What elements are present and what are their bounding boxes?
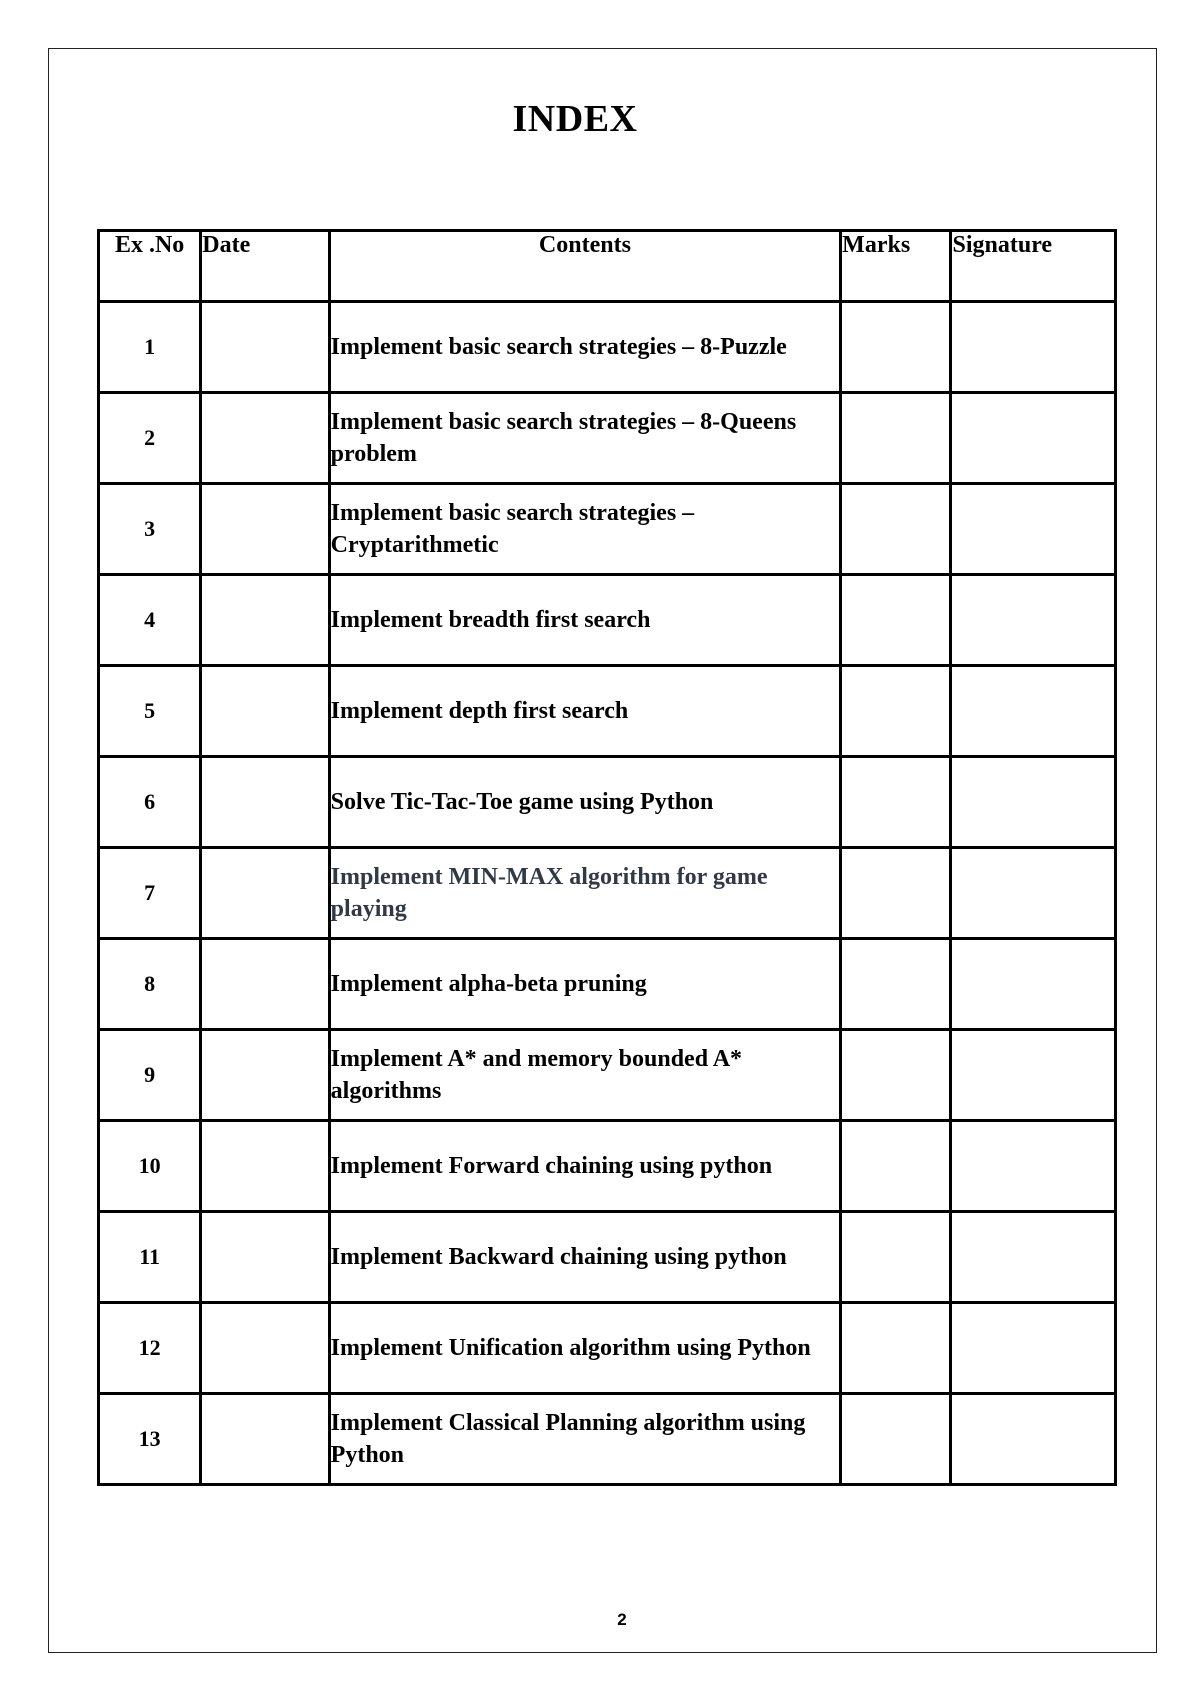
cell-contents: Implement Classical Planning algorithm using Python: [329, 1394, 841, 1485]
cell-contents: Implement basic search strategies – 8-Queens problem: [329, 393, 841, 484]
cell-date: [201, 1030, 329, 1121]
cell-signature: [951, 848, 1116, 939]
table-row: [99, 666, 1116, 757]
cell-contents: Implement Forward chaining using python: [329, 1121, 841, 1212]
cell-date: [201, 1121, 329, 1212]
cell-signature: [951, 1303, 1116, 1394]
cell-date: [201, 1303, 329, 1394]
cell-signature: [951, 1394, 1116, 1485]
cell-ex-no: 1: [99, 302, 201, 393]
cell-ex-no: 6: [99, 757, 201, 848]
cell-contents: Solve Tic-Tac-Toe game using Python: [329, 757, 841, 848]
table-row: [99, 939, 1116, 1030]
cell-marks: [841, 848, 951, 939]
header-marks: Marks: [841, 231, 951, 302]
table-row: [99, 393, 1116, 484]
cell-date: [201, 1212, 329, 1303]
cell-marks: [841, 575, 951, 666]
cell-contents: Implement alpha-beta pruning: [329, 939, 841, 1030]
table-header-row: [99, 231, 1116, 302]
cell-contents: Implement breadth first search: [329, 575, 841, 666]
index-table: [97, 229, 1117, 1486]
cell-marks: [841, 1030, 951, 1121]
cell-contents: Implement Unification algorithm using Python: [329, 1303, 841, 1394]
cell-ex-no: 11: [99, 1212, 201, 1303]
cell-marks: [841, 939, 951, 1030]
cell-contents: Implement MIN-MAX algorithm for game playing: [329, 848, 841, 939]
table-row: [99, 757, 1116, 848]
cell-marks: [841, 757, 951, 848]
cell-contents: Implement basic search strategies – 8-Puzzle: [329, 302, 841, 393]
cell-contents: Implement A* and memory bounded A* algorithms: [329, 1030, 841, 1121]
cell-contents: Implement basic search strategies – Cryptarithmetic: [329, 484, 841, 575]
cell-contents: Implement depth first search: [329, 666, 841, 757]
cell-signature: [951, 393, 1116, 484]
table-row: [99, 302, 1116, 393]
cell-signature: [951, 1030, 1116, 1121]
table-row: [99, 1394, 1116, 1485]
table-row: [99, 1121, 1116, 1212]
cell-ex-no: 3: [99, 484, 201, 575]
cell-marks: [841, 1394, 951, 1485]
cell-marks: [841, 666, 951, 757]
cell-date: [201, 939, 329, 1030]
cell-signature: [951, 1212, 1116, 1303]
cell-signature: [951, 575, 1116, 666]
cell-marks: [841, 1303, 951, 1394]
cell-signature: [951, 1121, 1116, 1212]
cell-signature: [951, 939, 1116, 1030]
cell-signature: [951, 666, 1116, 757]
header-contents: Contents: [329, 231, 841, 302]
cell-ex-no: 10: [99, 1121, 201, 1212]
cell-contents: Implement Backward chaining using python: [329, 1212, 841, 1303]
cell-ex-no: 7: [99, 848, 201, 939]
cell-marks: [841, 1212, 951, 1303]
cell-ex-no: 4: [99, 575, 201, 666]
table-row: [99, 1303, 1116, 1394]
table-row: [99, 1030, 1116, 1121]
cell-marks: [841, 484, 951, 575]
cell-ex-no: 9: [99, 1030, 201, 1121]
cell-date: [201, 666, 329, 757]
cell-date: [201, 1394, 329, 1485]
table-row: [99, 848, 1116, 939]
cell-ex-no: 13: [99, 1394, 201, 1485]
cell-ex-no: 2: [99, 393, 201, 484]
header-ex-no: Ex .No: [99, 231, 201, 302]
cell-date: [201, 848, 329, 939]
cell-marks: [841, 1121, 951, 1212]
cell-date: [201, 757, 329, 848]
page-title: INDEX: [512, 98, 638, 140]
cell-signature: [951, 757, 1116, 848]
cell-ex-no: 12: [99, 1303, 201, 1394]
table-row: [99, 1212, 1116, 1303]
table-row: [99, 575, 1116, 666]
cell-marks: [841, 393, 951, 484]
cell-signature: [951, 484, 1116, 575]
page-number: 2: [617, 1610, 627, 1629]
header-date: Date: [201, 231, 329, 302]
cell-date: [201, 484, 329, 575]
cell-date: [201, 302, 329, 393]
cell-ex-no: 5: [99, 666, 201, 757]
cell-marks: [841, 302, 951, 393]
cell-signature: [951, 302, 1116, 393]
cell-date: [201, 575, 329, 666]
cell-ex-no: 8: [99, 939, 201, 1030]
header-signature: Signature: [951, 231, 1116, 302]
cell-date: [201, 393, 329, 484]
table-row: [99, 484, 1116, 575]
